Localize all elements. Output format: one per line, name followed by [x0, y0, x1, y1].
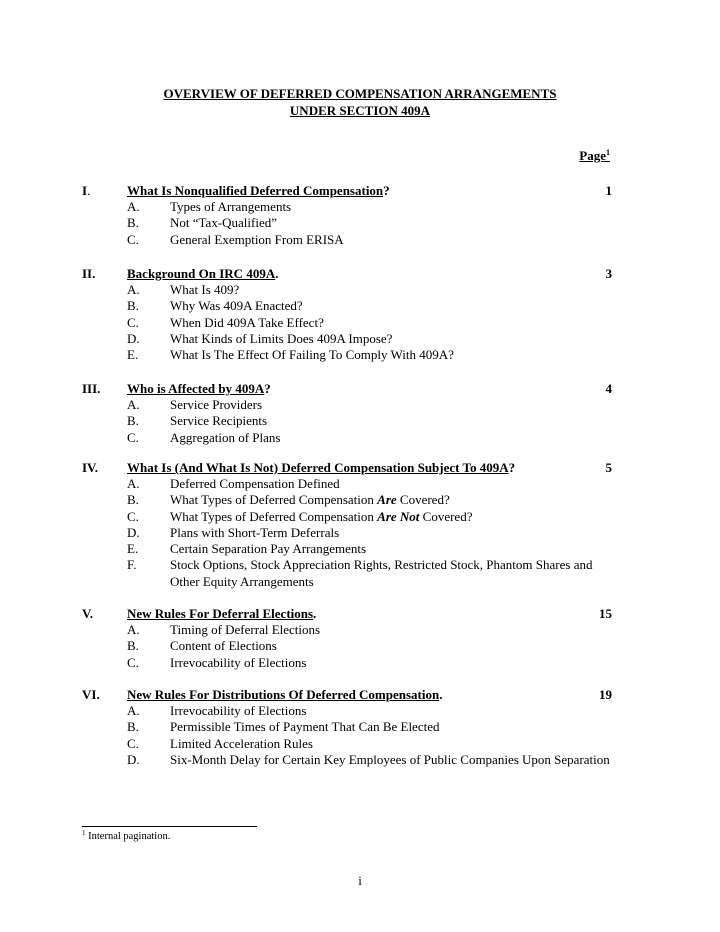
subitem-text: [170, 199, 612, 215]
toc-section: [82, 686, 612, 768]
subitem-text: [170, 282, 612, 298]
section-heading-text: What Is Nonqualified Deferred Compensation: [127, 183, 384, 198]
subitem-text: [170, 736, 612, 752]
section-heading: [127, 459, 515, 476]
subitem-text: [170, 622, 612, 638]
subitem-text: [170, 655, 612, 671]
subitem-text-part: Timing of Deferral Elections: [170, 622, 321, 637]
section-numeral-wrap: [82, 605, 93, 622]
toc-section: [82, 380, 612, 446]
subitem-text-part: Deferred Compensation Defined: [170, 476, 340, 491]
subitem-text: [170, 752, 612, 768]
section-numeral-text: I: [82, 183, 88, 198]
subitem-emphasis: Are: [377, 492, 397, 508]
toc-subitem: [82, 492, 612, 508]
section-numeral-suffix: .: [87, 183, 91, 198]
section-heading-text: New Rules For Distributions Of Deferred Compensation: [127, 687, 440, 702]
subitem-letter: B.: [127, 298, 139, 314]
subitem-letter: A.: [127, 622, 140, 637]
toc-section-heading-row: [82, 605, 612, 622]
subitem-letter: B.: [127, 638, 139, 654]
subitem-text-part: What Types of Deferred Compensation: [170, 508, 378, 524]
toc-subitem: [82, 413, 612, 429]
section-heading-text: New Rules For Deferral Elections: [127, 606, 314, 621]
section-heading: [127, 182, 390, 199]
subitem-text-part: Covered?: [396, 492, 450, 508]
subitem-text: [170, 525, 612, 541]
section-heading-punctuation: .: [439, 687, 443, 702]
subitem-letter: C.: [127, 314, 139, 330]
section-heading: [127, 686, 442, 703]
subitem-text: [170, 215, 612, 231]
toc-section-heading-row: [82, 380, 612, 397]
subitem-text: [170, 541, 612, 557]
subitem-letter: A.: [127, 199, 140, 214]
toc-section-heading-row: [82, 459, 612, 476]
section-heading: [127, 265, 278, 282]
toc-section: [82, 265, 612, 363]
page-column-label: Page: [579, 148, 606, 163]
subitem-letter: C.: [127, 508, 139, 524]
toc-subitem: [82, 509, 612, 525]
subitem-text: [170, 413, 612, 429]
toc-subitem: [82, 476, 612, 492]
toc-subitem: [82, 397, 612, 413]
subitem-text: [170, 315, 612, 331]
subitem-text: [170, 557, 612, 590]
page-column-header: [579, 148, 610, 164]
toc-subitem: [82, 315, 612, 331]
page-number: i: [358, 873, 362, 888]
subitem-text: [170, 232, 612, 248]
subitem-text-part: Limited Acceleration Rules: [170, 735, 313, 751]
toc-subitem: [82, 331, 612, 347]
subitem-letter: A.: [127, 703, 140, 718]
subitem-text-part: Content of Elections: [170, 638, 277, 654]
toc-subitem: [82, 655, 612, 671]
section-page-number: 1: [605, 183, 612, 198]
subitem-text-part: What Is 409?: [170, 282, 240, 297]
section-heading-text: Background On IRC 409A: [127, 266, 276, 281]
section-numeral-text: IV.: [82, 460, 99, 475]
subitem-text: [170, 397, 612, 413]
section-numeral-wrap: [82, 265, 95, 282]
subitem-letter: C.: [127, 654, 139, 670]
subitem-text-part: Service Recipients: [170, 413, 268, 429]
subitem-text: [170, 430, 612, 446]
subitem-text-part: Plans with Short-Term Deferrals: [170, 524, 340, 540]
toc-section-heading-row: [82, 265, 612, 282]
section-heading-punctuation: ?: [508, 460, 516, 475]
subitem-text: [170, 298, 612, 314]
subitem-letter: A.: [127, 397, 140, 412]
subitem-letter: D.: [127, 330, 140, 346]
toc-subitem: [82, 282, 612, 298]
section-numeral-text: III.: [82, 381, 101, 396]
section-heading-punctuation: ?: [264, 381, 271, 396]
footnote-marker: 1: [82, 829, 86, 837]
subitem-text-part: When Did 409A Take Effect?: [170, 314, 324, 330]
subitem-letter: A.: [127, 476, 140, 491]
toc-section-heading-row: [82, 182, 612, 199]
subitem-text-part: Why Was 409A Enacted?: [170, 298, 303, 314]
toc-subitem: [82, 525, 612, 541]
toc-subitem: [82, 430, 612, 446]
footnote-text: Internal pagination.: [85, 831, 171, 842]
subitem-text-part: Stock Options, Stock Appreciation Rights, Restricted Stock, Phantom Shares and Other Equity Arrangements: [170, 557, 593, 589]
section-heading-text: Who is Affected by 409A: [127, 381, 265, 396]
subitem-letter: B.: [127, 492, 139, 508]
section-heading-punctuation: .: [275, 266, 279, 281]
subitem-text-part: Certain Separation Pay Arrangements: [170, 541, 367, 557]
section-numeral-text: II.: [82, 266, 96, 281]
section-numeral-wrap: [82, 686, 100, 703]
subitem-text-part: General Exemption From ERISA: [170, 231, 344, 247]
toc-subitem: [82, 719, 612, 735]
subitem-text: [170, 476, 612, 492]
toc-subitem: [82, 622, 612, 638]
subitem-text-part: Not “Tax-Qualified”: [170, 215, 278, 231]
subitem-letter: E.: [127, 541, 139, 557]
section-page-number: 4: [605, 381, 612, 396]
toc-subitem: [82, 347, 612, 363]
subitem-text: [170, 703, 612, 719]
subitem-letter: B.: [127, 215, 139, 231]
toc-subitem: [82, 752, 612, 768]
subitem-text-part: Permissible Times of Payment That Can Be Elected: [170, 719, 440, 735]
section-heading-punctuation: .: [313, 606, 317, 621]
subitem-letter: C.: [127, 429, 139, 445]
section-heading-punctuation: ?: [383, 183, 390, 198]
subitem-letter: E.: [127, 347, 139, 363]
subitem-text: [170, 492, 612, 508]
subitem-text: [170, 719, 612, 735]
section-heading: [127, 605, 316, 622]
subitem-text-part: Irrevocability of Elections: [170, 703, 307, 718]
subitem-text-part: Types of Arrangements: [170, 199, 292, 214]
toc-subitem: [82, 703, 612, 719]
toc-section: [82, 605, 612, 671]
subitem-text-part: Six-Month Delay for Certain Key Employees of Public Companies Upon Separation: [170, 751, 610, 767]
section-heading-text: What Is (And What Is Not) Deferred Compensation Subject To 409A: [127, 460, 509, 475]
subitem-letter: C.: [127, 735, 139, 751]
section-numeral-text: VI.: [82, 687, 100, 702]
subitem-text-part: Covered?: [419, 508, 473, 524]
section-page-number: 5: [605, 460, 612, 475]
toc-subitem: [82, 736, 612, 752]
toc-subitem: [82, 232, 612, 248]
toc-subitem: [82, 638, 612, 654]
footnote-reference: 1: [606, 148, 610, 157]
toc-section: [82, 182, 612, 248]
toc-subitem: [82, 541, 612, 557]
footnote: [82, 831, 170, 842]
subitem-letter: C.: [127, 231, 139, 247]
toc-section: [82, 459, 612, 590]
subitem-emphasis: Are Not: [377, 508, 420, 524]
section-heading: [127, 380, 271, 397]
toc-section-heading-row: [82, 686, 612, 703]
subitem-text-part: What Kinds of Limits Does 409A Impose?: [170, 330, 393, 346]
section-page-number: 19: [599, 687, 612, 702]
subitem-letter: B.: [127, 413, 139, 429]
subitem-text-part: What Is The Effect Of Failing To Comply With 409A?: [170, 347, 454, 363]
toc-subitem: [82, 298, 612, 314]
subitem-text-part: Service Providers: [170, 397, 263, 412]
section-page-number: 15: [599, 606, 612, 621]
subitem-text: [170, 638, 612, 654]
subitem-letter: D.: [127, 524, 140, 540]
document-title-line-1: OVERVIEW OF DEFERRED COMPENSATION ARRANGEMENTS: [163, 86, 557, 101]
subitem-letter: F.: [127, 557, 137, 573]
footnote-divider: [82, 826, 257, 827]
section-numeral-text: V.: [82, 606, 93, 621]
section-numeral-wrap: [82, 380, 100, 397]
subitem-text-part: What Types of Deferred Compensation: [170, 492, 378, 508]
section-numeral-wrap: [82, 459, 98, 476]
subitem-text-part: Irrevocability of Elections: [170, 654, 307, 670]
section-page-number: 3: [605, 266, 612, 281]
toc-subitem: [82, 215, 612, 231]
subitem-text: [170, 509, 612, 525]
toc-subitem: [82, 199, 612, 215]
subitem-letter: A.: [127, 282, 140, 297]
section-numeral-wrap: [82, 182, 90, 199]
subitem-text: [170, 331, 612, 347]
subitem-letter: D.: [127, 751, 140, 767]
subitem-letter: B.: [127, 719, 139, 735]
toc-subitem: [82, 557, 612, 590]
subitem-text-part: Aggregation of Plans: [170, 429, 281, 445]
document-title-line-2: UNDER SECTION 409A: [289, 103, 431, 118]
subitem-text: [170, 347, 612, 363]
